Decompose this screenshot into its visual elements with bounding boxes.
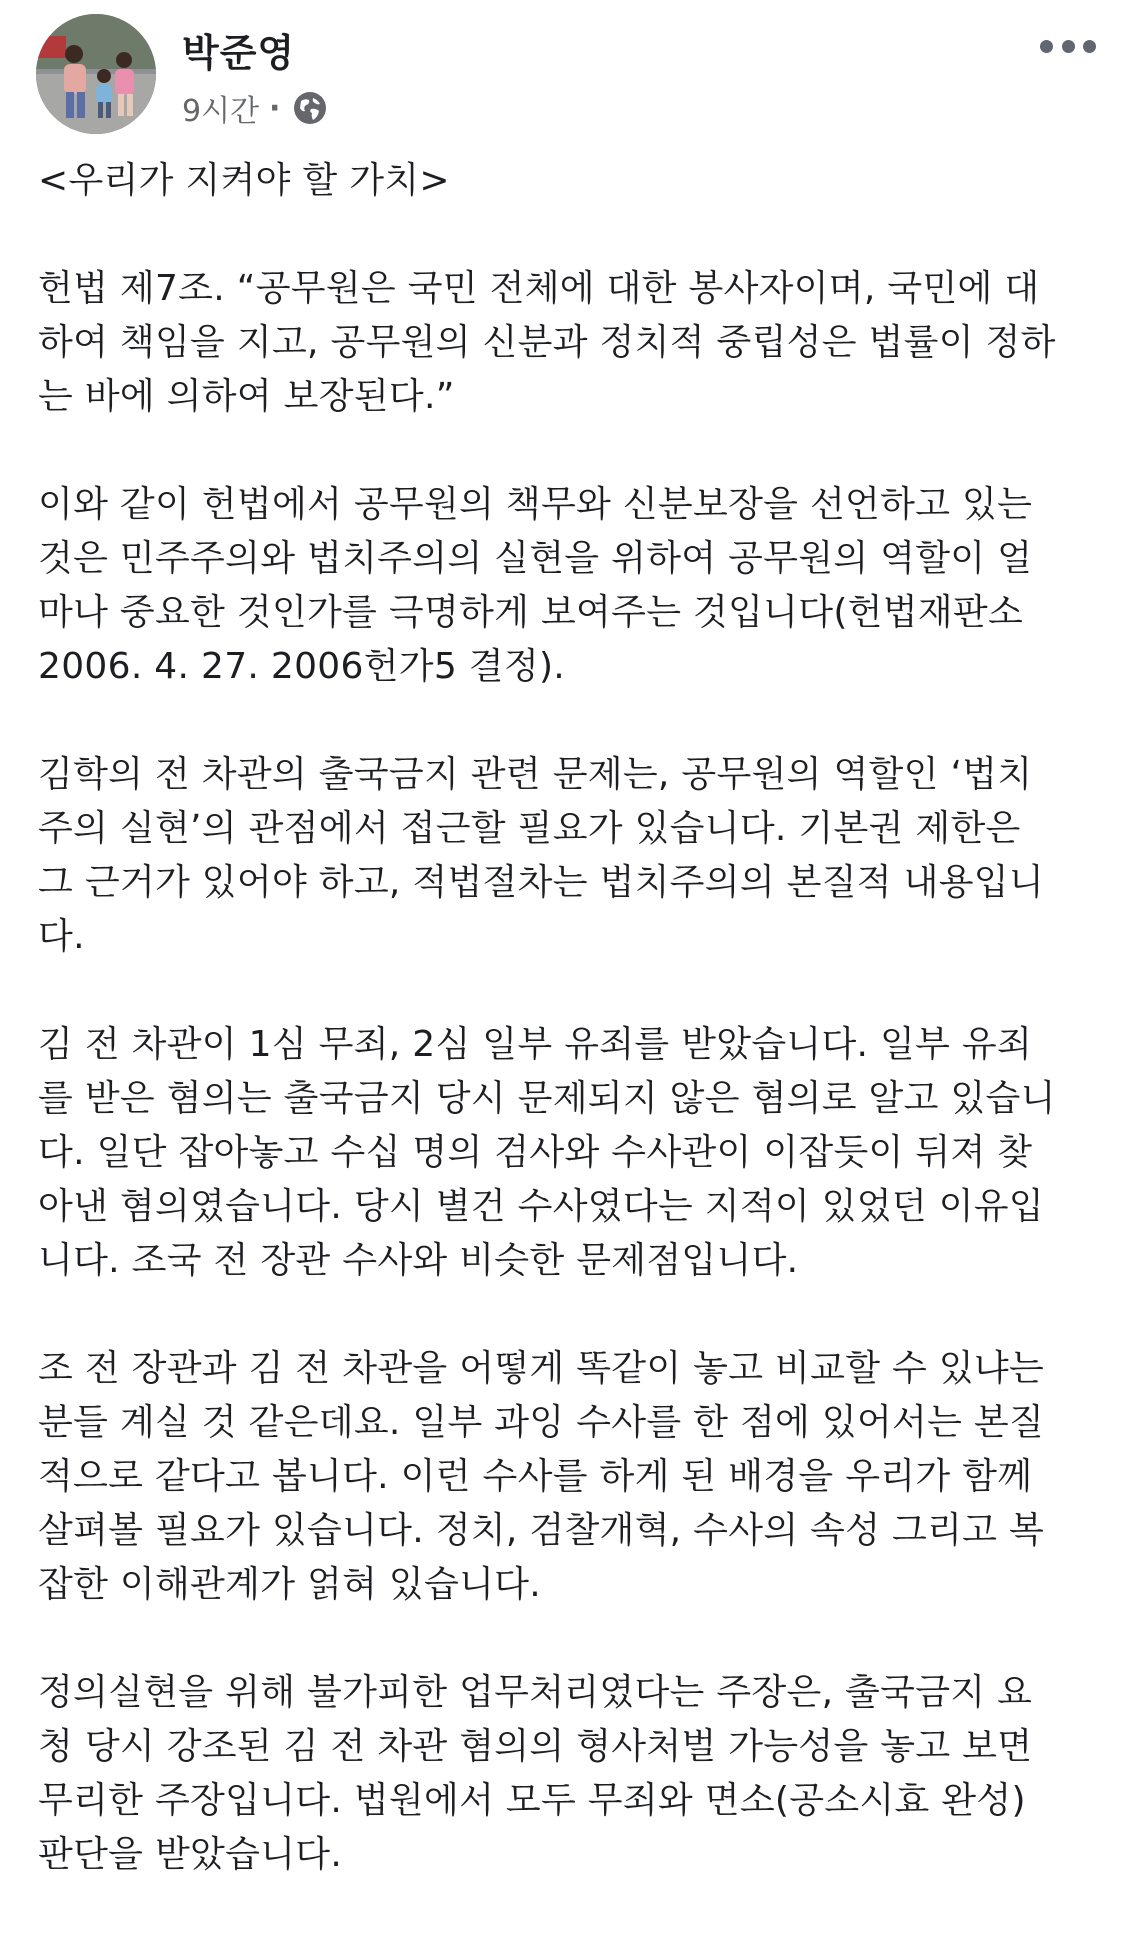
post-timestamp[interactable]: 9시간 <box>182 94 260 129</box>
post-paragraph: 이와 같이 헌법에서 공무원의 책무와 신분보장을 선언하고 있는 것은 민주주의와 법치주의의 실현을 위하여 공무원의 역할이 얼 마나 중요한 것인가를 극명하게 보여주는 것입니다(헌법재판소 2006. 4. 27. 2006헌가5 결정). <box>38 484 1033 687</box>
avatar-photo <box>36 14 156 134</box>
post-body <box>38 154 1098 1936</box>
more-options-icon[interactable] <box>1040 26 1096 66</box>
post-paragraph: 헌법 제7조. “공무원은 국민 전체에 대한 봉사자이며, 국민에 대 하여 책임을 지고, 공무원의 신분과 정치적 중립성은 법률이 정하 는 바에 의하여 보장된다.” <box>38 268 1056 417</box>
avatar[interactable] <box>36 14 156 134</box>
more-dot <box>1062 40 1075 53</box>
post-paragraph: 정의실현을 위해 불가피한 업무처리였다는 주장은, 출국금지 요 청 당시 강조된 김 전 차관 혐의의 형사처벌 가능성을 놓고 보면 무리한 주장입니다. 법원에서 모두 무죄와 면소(공소시효 완성) 판단을 받았습니다. <box>38 1672 1033 1875</box>
post-meta <box>182 88 328 128</box>
author-name[interactable]: 박준영 <box>182 31 296 75</box>
more-dot <box>1040 40 1053 53</box>
post-paragraph: <우리가 지켜야 할 가치> <box>38 160 450 201</box>
meta-separator: · <box>269 90 281 126</box>
post-paragraph: 조 전 장관과 김 전 차관을 어떻게 똑같이 놓고 비교할 수 있냐는 분들 계실 것 같은데요. 일부 과잉 수사를 한 점에 있어서는 본질 적으로 같다고 봅니다. 이런 수사를 하게 된 배경을 우리가 함께 살펴볼 필요가 있습니다. 정치, 검찰개혁, 수사의 속성 그리고 복 잡한 이해관계가 얽혀 있습니다. <box>38 1348 1045 1605</box>
post-header <box>0 0 1125 140</box>
more-dot <box>1083 40 1096 53</box>
post-paragraph: 김 전 차관이 1심 무죄, 2심 일부 유죄를 받았습니다. 일부 유죄 를 받은 혐의는 출국금지 당시 문제되지 않은 혐의로 알고 있습니 다. 일단 잡아놓고 수십 명의 검사와 수사관이 이잡듯이 뒤져 찾 아낸 혐의였습니다. 당시 별건 수사였다는 지적이 있었던 이유입 니다. 조국 전 장관 수사와 비슷한 문제점입니다. <box>38 1024 1056 1281</box>
post-paragraph: 김학의 전 차관의 출국금지 관련 문제는, 공무원의 역할인 ‘법치 주의 실현’의 관점에서 접근할 필요가 있습니다. 기본권 제한은 그 근거가 있어야 하고, 적법절차는 법치주의의 본질적 내용입니 다. <box>38 754 1044 957</box>
globe-icon <box>292 90 328 126</box>
